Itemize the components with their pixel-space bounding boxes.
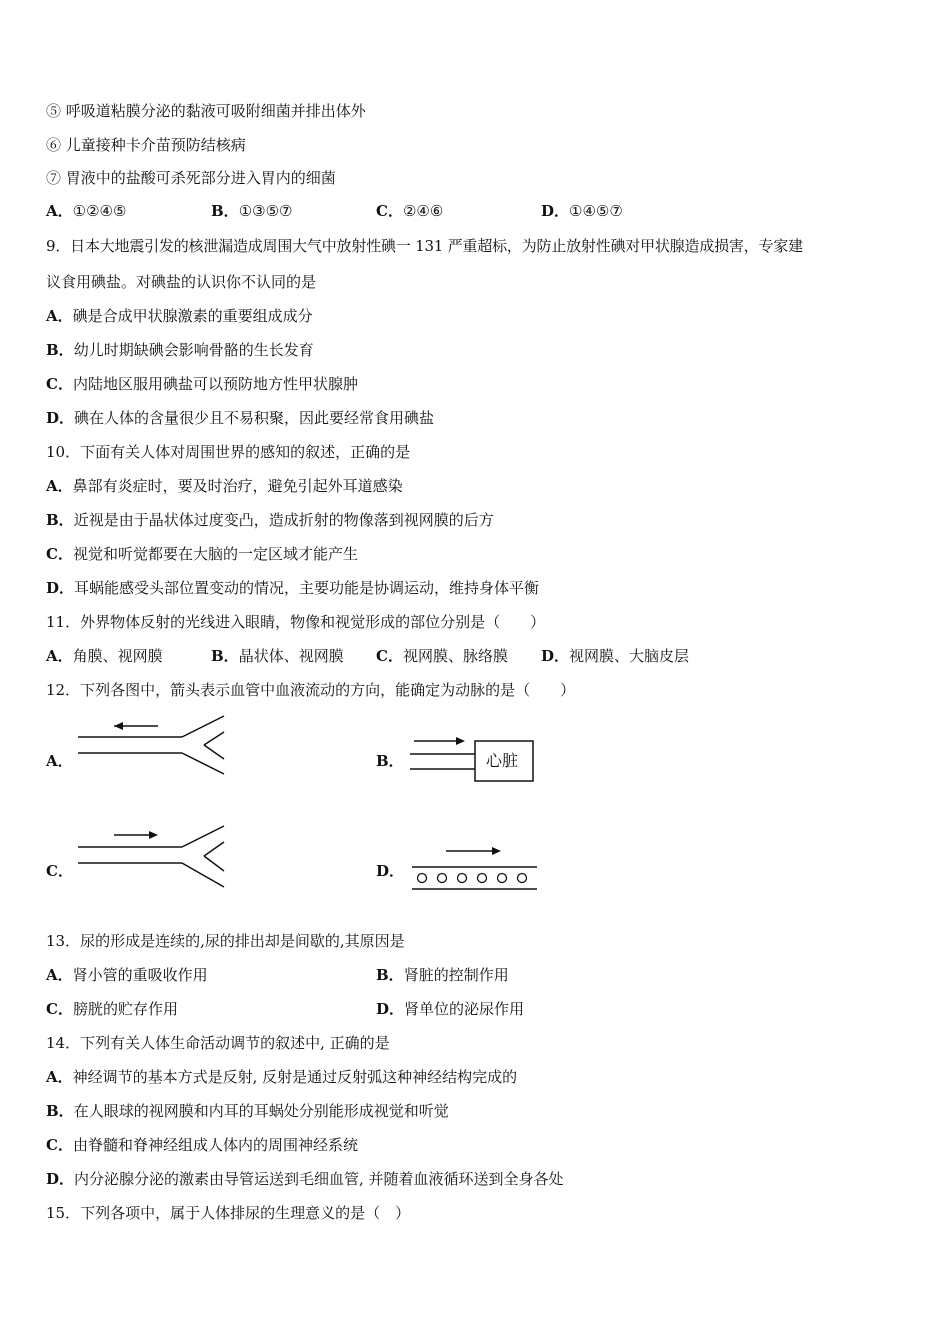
q9-option-c: C．内陆地区服用碘盐可以预防地方性甲状腺肿 xyxy=(46,375,358,393)
intro-item-6: ⑥ 儿童接种卡介苗预防结核病 xyxy=(46,136,246,154)
q13-option-b: B．肾脏的控制作用 xyxy=(376,966,509,984)
heart-label: 心脏 xyxy=(486,751,519,770)
q12-stem: 12．下列各图中，箭头表示血管中血液流动的方向，能确定为动脉的是（ ） xyxy=(46,681,576,699)
q11-option-c: C．视网膜、脉络膜 xyxy=(376,647,508,665)
q8-option-d: D．①④⑤⑦ xyxy=(541,202,623,220)
intro-item-7: ⑦ 胃液中的盐酸可杀死部分进入胃内的细菌 xyxy=(46,169,336,187)
q12-label-c: C． xyxy=(46,862,73,880)
q12-label-b: B． xyxy=(376,752,404,770)
q13-stem: 13．尿的形成是连续的,尿的排出却是间歇的,其原因是 xyxy=(46,932,405,950)
q13-option-a: A．肾小管的重吸收作用 xyxy=(46,966,208,984)
q11-option-a: A．角膜、视网膜 xyxy=(46,647,163,665)
q14-option-b: B．在人眼球的视网膜和内耳的耳蜗处分别能形成视觉和听觉 xyxy=(46,1102,449,1120)
q10-option-c: C．视觉和听觉都要在大脑的一定区域才能产生 xyxy=(46,545,358,563)
q11-option-d: D．视网膜、大脑皮层 xyxy=(541,647,690,665)
q12-diagram-c xyxy=(76,823,236,889)
intro-item-5: ⑤ 呼吸道粘膜分泌的黏液可吸附细菌并排出体外 xyxy=(46,102,366,120)
q9-stem-line1: 9．日本大地震引发的核泄漏造成周围大气中放射性碘一 131 严重超标，为防止放射性碘对甲状腺造成损害，专家建 xyxy=(46,237,803,255)
q8-option-b: B．①③⑤⑦ xyxy=(211,202,293,220)
q8-option-a: A．①②④⑤ xyxy=(46,202,127,220)
q11-stem: 11．外界物体反射的光线进入眼睛，物像和视觉形成的部位分别是（ ） xyxy=(46,613,546,631)
q9-option-d: D．碘在人体的含量很少且不易积聚，因此要经常食用碘盐 xyxy=(46,409,435,427)
q14-option-d: D．内分泌腺分泌的激素由导管运送到毛细血管, 并随着血液循环送到全身各处 xyxy=(46,1170,564,1188)
q10-option-d: D．耳蜗能感受头部位置变动的情况，主要功能是协调运动，维持身体平衡 xyxy=(46,579,540,597)
q13-option-d: D．肾单位的泌尿作用 xyxy=(376,1000,525,1018)
q14-stem: 14．下列有关人体生命活动调节的叙述中, 正确的是 xyxy=(46,1034,390,1052)
q14-option-c: C．由脊髓和脊神经组成人体内的周围神经系统 xyxy=(46,1136,358,1154)
q12-diagram-d xyxy=(408,843,542,893)
q10-option-b: B．近视是由于晶状体过度变凸，造成折射的物像落到视网膜的后方 xyxy=(46,511,494,529)
q12-diagram-b xyxy=(408,733,538,783)
q9-option-a: A．碘是合成甲状腺激素的重要组成成分 xyxy=(46,307,313,325)
q10-stem: 10．下面有关人体对周围世界的感知的叙述，正确的是 xyxy=(46,443,411,461)
q15-stem: 15．下列各项中，属于人体排尿的生理意义的是（ ） xyxy=(46,1204,411,1222)
q9-option-b: B．幼儿时期缺碘会影响骨骼的生长发育 xyxy=(46,341,314,359)
q11-option-b: B．晶状体、视网膜 xyxy=(211,647,344,665)
q9-stem-line2: 议食用碘盐。对碘盐的认识你不认同的是 xyxy=(46,273,317,291)
q12-label-d: D． xyxy=(376,862,405,880)
q13-option-c: C．膀胱的贮存作用 xyxy=(46,1000,178,1018)
q12-label-a: A． xyxy=(46,752,73,770)
q8-option-c: C．②④⑥ xyxy=(376,202,444,220)
q10-option-a: A．鼻部有炎症时，要及时治疗，避免引起外耳道感染 xyxy=(46,477,403,495)
q14-option-a: A．神经调节的基本方式是反射, 反射是通过反射弧这种神经结构完成的 xyxy=(46,1068,518,1086)
q12-diagram-a xyxy=(76,712,236,772)
